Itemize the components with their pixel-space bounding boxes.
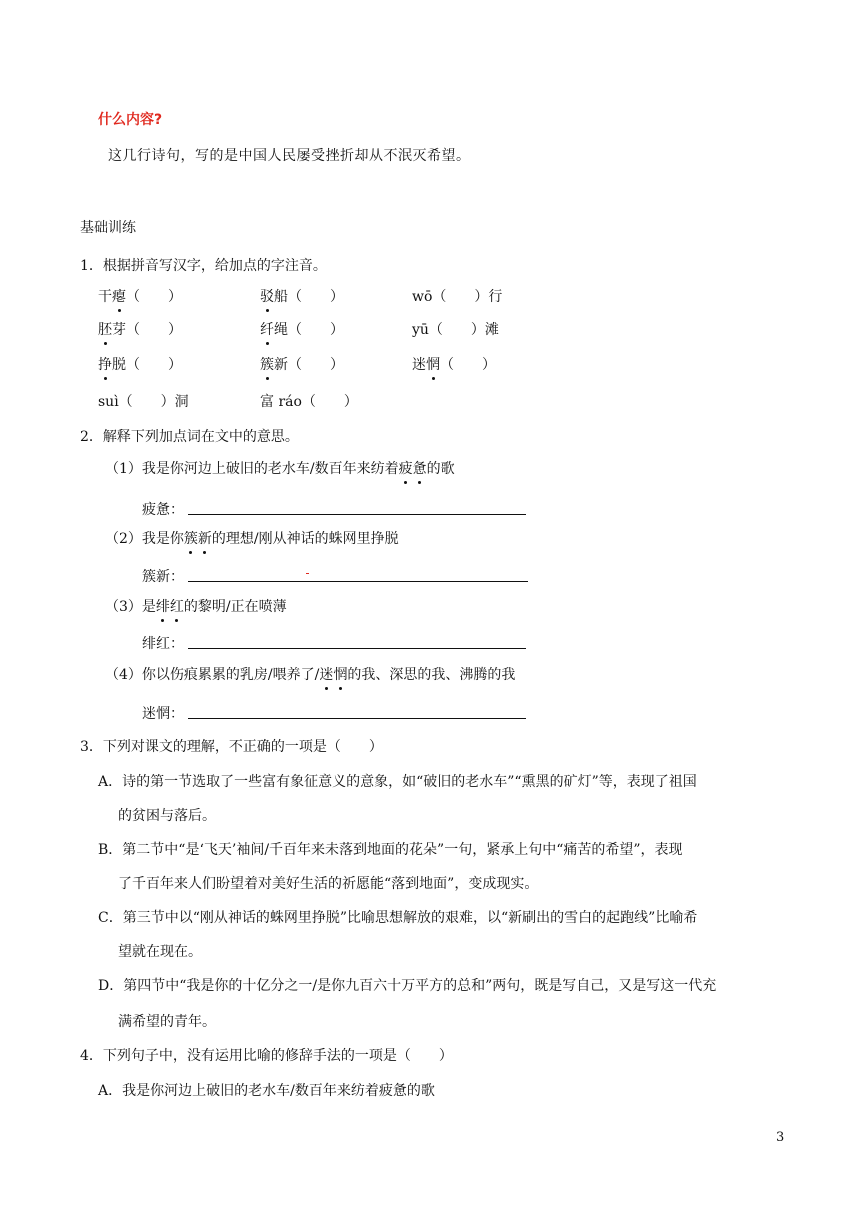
question-heading-tail: 什么内容? <box>98 112 163 128</box>
q1-item-furao: 富 ráo（ ） <box>260 394 358 410</box>
q2-answer-line-3[interactable] <box>188 648 526 649</box>
q2-answer-line-1[interactable] <box>188 514 526 515</box>
q3-option-c-line2: 望就在现在。 <box>118 944 202 960</box>
q1-item-qiansheng: 纤绳（ ） <box>260 322 344 338</box>
q3-option-b-line1: B．第二节中“是‘飞天’袖间/千百年来未落到地面的花朵”一句，紧承上句中“痛苦的希望”，表现 <box>98 842 683 858</box>
q3-option-d-line1: D．第四节中“我是你的十亿分之一/是你九百六十万平方的总和”两句，既是写自己，又是写这一代充 <box>98 978 717 994</box>
q3-option-c-line1: C．第三节中以“刚从神话的蛛网里挣脱”比喻思想解放的艰难，以“新刷出的雪白的起跑线”比喻希 <box>98 910 698 926</box>
q3-option-b-line2: 了千百年来人们盼望着对美好生活的祈愿能“落到地面”，变成现实。 <box>118 876 539 892</box>
q1-prompt: 1．根据拼音写汉字，给加点的字注音。 <box>80 258 327 274</box>
q1-item-ganbie: 干瘪（ ） <box>98 289 182 305</box>
answer-text: 这几行诗句，写的是中国人民屡受挫折却从不泯灭希望。 <box>108 148 471 164</box>
q2-sentence-3: （3）是绯红的黎明/正在喷薄 <box>105 599 287 615</box>
q4-prompt: 4．下列句子中，没有运用比喻的修辞手法的一项是（ ） <box>80 1048 453 1064</box>
q3-prompt: 3．下列对课文的理解，不正确的一项是（ ） <box>80 739 383 755</box>
section-title: 基础训练 <box>80 220 136 236</box>
q2-answer-line-4[interactable] <box>188 718 526 719</box>
q1-item-miwang: 迷惘（ ） <box>412 357 496 373</box>
q3-option-a-line2: 的贫困与落后。 <box>118 808 216 824</box>
q2-label-1: 疲惫： <box>142 502 184 518</box>
red-mark <box>306 573 309 574</box>
q1-item-suidong: suì（ ）洞 <box>98 394 189 410</box>
q2-sentence-2: （2）我是你簇新的理想/刚从神话的蛛网里挣脱 <box>105 531 399 547</box>
q1-item-bochuan: 驳船（ ） <box>260 289 344 305</box>
q2-label-4: 迷惘： <box>142 706 184 722</box>
q1-item-cuxin: 簇新（ ） <box>260 357 344 373</box>
page-number: 3 <box>776 1130 785 1145</box>
q3-option-a-line1: A．诗的第一节选取了一些富有象征意义的意象，如“破旧的老水车”“熏黑的矿灯”等，表现了祖国 <box>98 774 697 790</box>
q1-item-woxing: wō（ ）行 <box>412 289 503 305</box>
q1-item-yutan: yū（ ）滩 <box>412 322 499 338</box>
q2-label-3: 绯红： <box>142 636 184 652</box>
q2-label-2: 簇新： <box>142 569 184 585</box>
q1-item-peiya: 胚芽（ ） <box>98 322 182 338</box>
q2-sentence-4: （4）你以伤痕累累的乳房/喂养了/迷惘的我、深思的我、沸腾的我 <box>105 667 516 683</box>
q2-sentence-1: （1）我是你河边上破旧的老水车/数百年来纺着疲惫的歌 <box>105 461 455 477</box>
q3-option-d-line2: 满希望的青年。 <box>118 1014 216 1030</box>
q2-answer-line-2[interactable] <box>188 581 528 582</box>
q1-item-zhengtuo: 挣脱（ ） <box>98 357 182 373</box>
q2-prompt: 2．解释下列加点词在文中的意思。 <box>80 429 299 445</box>
q4-option-a: A．我是你河边上破旧的老水车/数百年来纺着疲惫的歌 <box>98 1083 435 1099</box>
